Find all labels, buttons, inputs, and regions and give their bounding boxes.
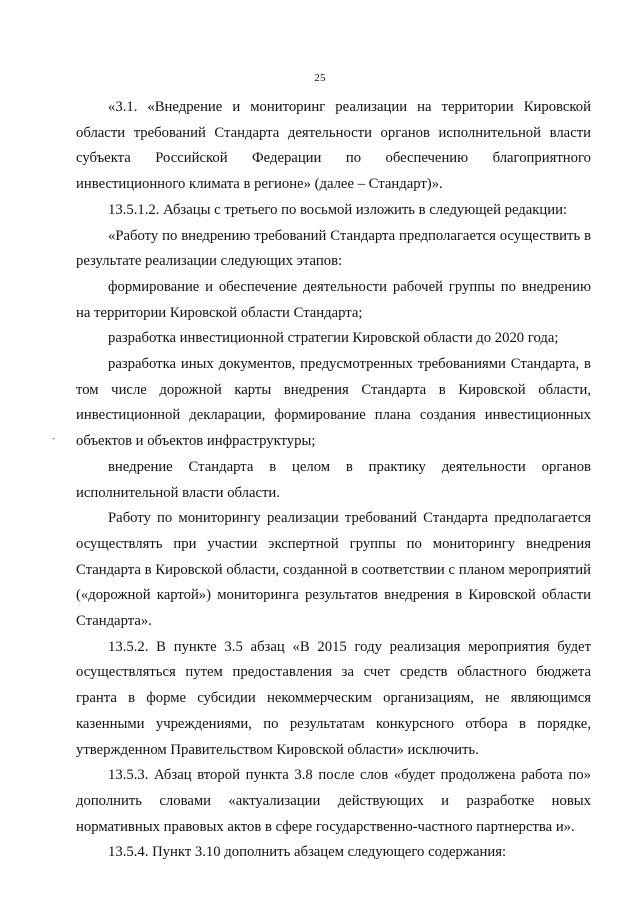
paragraph-investment-strategy: разработка инвестиционной стратегии Кировской области до 2020 года; (108, 330, 559, 347)
paragraph-3-1-title: «3.1. «Внедрение и мониторинг реализации на территории Кировской области требований Стандарта деятельности органов исполнительной власти субъекта Российской Федерации по обеспечению благоприятного инвестиционного климата в регионе» (далее – Стандарт)». (76, 99, 591, 193)
paragraph-working-group: формирование и обеспечение деятельности рабочей группы по внедрению на территории Кировской области Стандарта; (76, 278, 591, 321)
paragraph-13-5-1-2: 13.5.1.2. Абзацы с третьего по восьмой изложить в следующей редакции: (108, 201, 568, 218)
document-body (76, 95, 591, 866)
page-number: 25 (314, 72, 326, 84)
paragraph-standard-implementation: внедрение Стандарта в целом в практику деятельности органов исполнительной власти области. (76, 458, 591, 501)
paragraph-13-5-2: 13.5.2. В пункте 3.5 абзац «В 2015 году реализация мероприятия будет осуществляться путем предоставления за счет средств областного бюджета гранта в форме субсидии некоммерческим организациям, не являющимся казенными учреждениями, по результатам конкурсного отбора в порядке, утвержденном Правительством Кировской области» исключить. (76, 638, 591, 758)
margin-mark: - (52, 433, 55, 443)
paragraph-implementation-stages-intro: «Работу по внедрению требований Стандарта предполагается осуществить в результате реализации следующих этапов: (76, 227, 591, 270)
paragraph-13-5-3: 13.5.3. Абзац второй пункта 3.8 после слов «будет продолжена работа по» дополнить словами «актуализации действующих и разработке новых нормативных правовых актов в сфере государственно-частного партнерства и». (76, 767, 591, 835)
paragraph-monitoring: Работу по мониторингу реализации требований Стандарта предполагается осуществлять при участии экспертной группы по мониторингу внедрения Стандарта в Кировской области, созданной в соответствии с планом мероприятий («дорожной картой») мониторинга результатов внедрения в Кировской области Стандарта». (76, 510, 591, 630)
paragraph-other-documents: разработка иных документов, предусмотренных требованиями Стандарта, в том числе дорожной карты внедрения Стандарта в Кировской области, инвестиционной декларации, формирование плана создания инвестиционных объектов и объектов инфраструктуры; (76, 356, 591, 450)
paragraph-13-5-4: 13.5.4. Пункт 3.10 дополнить абзацем следующего содержания: (108, 844, 507, 861)
